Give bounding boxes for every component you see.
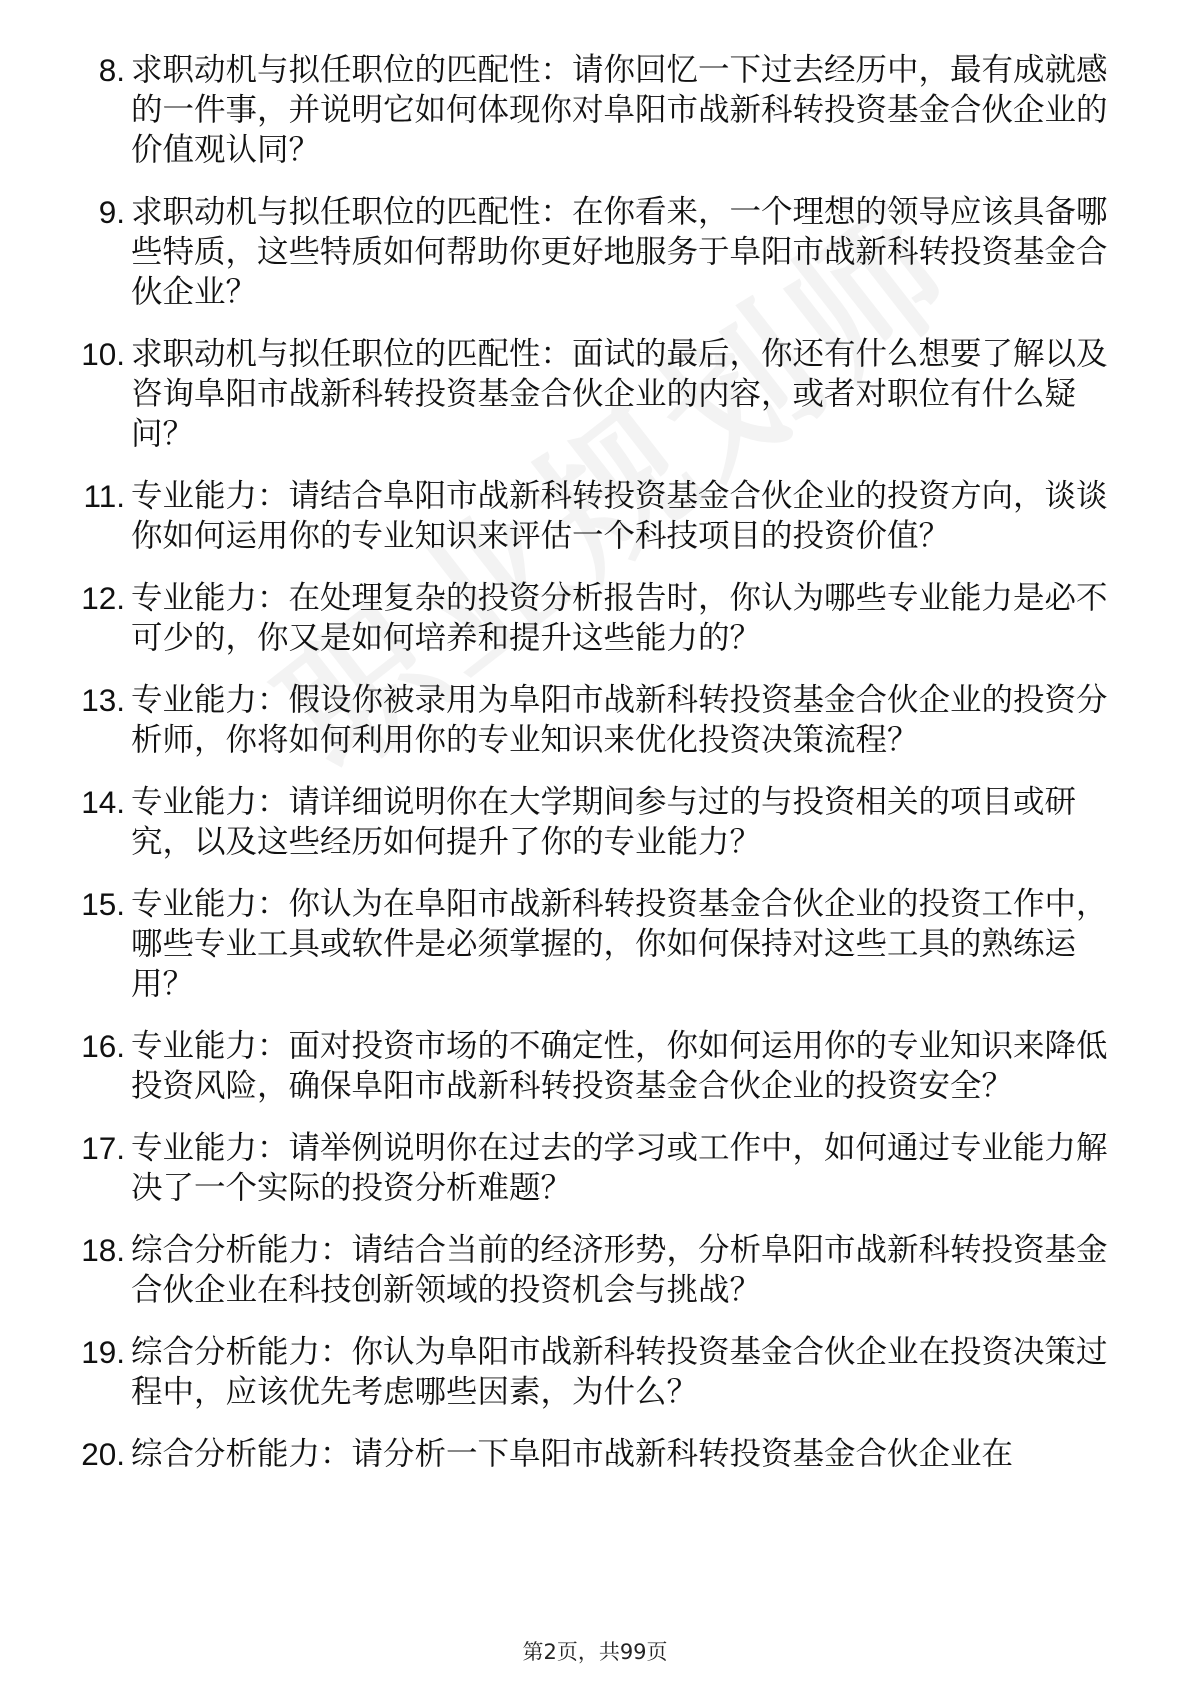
question-text: 专业能力：在处理复杂的投资分析报告时，你认为哪些专业能力是必不可少的，你又是如何培养和提升这些能力的？: [131, 580, 1108, 656]
list-item: [55, 1230, 1115, 1310]
question-number: 8.: [98, 52, 125, 88]
question-number: 12.: [81, 580, 125, 616]
list-item: [55, 680, 1115, 760]
question-text: 综合分析能力：请分析一下阜阳市战新科转投资基金合伙企业在: [131, 1436, 1014, 1472]
question-list: [55, 50, 1115, 1496]
list-item: [55, 578, 1115, 658]
list-item: [55, 1026, 1115, 1106]
question-text: 专业能力：请结合阜阳市战新科转投资基金合伙企业的投资方向，谈谈你如何运用你的专业知识来评估一个科技项目的投资价值？: [131, 478, 1108, 554]
list-item: [55, 1128, 1115, 1208]
list-item: [55, 1434, 1115, 1474]
list-item: [55, 782, 1115, 862]
question-number: 14.: [81, 784, 125, 820]
question-number: 17.: [81, 1130, 125, 1166]
list-item: [55, 1332, 1115, 1412]
list-item: [55, 334, 1115, 454]
question-text: 专业能力：请举例说明你在过去的学习或工作中，如何通过专业能力解决了一个实际的投资分析难题？: [131, 1130, 1108, 1206]
question-text: 求职动机与拟任职位的匹配性：面试的最后，你还有什么想要了解以及咨询阜阳市战新科转投资基金合伙企业的内容，或者对职位有什么疑问？: [131, 336, 1108, 452]
question-number: 19.: [81, 1334, 125, 1370]
list-item: [55, 192, 1115, 312]
question-number: 13.: [81, 682, 125, 718]
question-number: 20.: [81, 1436, 125, 1472]
question-text: 综合分析能力：请结合当前的经济形势，分析阜阳市战新科转投资基金合伙企业在科技创新领域的投资机会与挑战？: [131, 1232, 1108, 1308]
question-text: 专业能力：请详细说明你在大学期间参与过的与投资相关的项目或研究，以及这些经历如何提升了你的专业能力？: [131, 784, 1077, 860]
list-item: [55, 884, 1115, 1004]
page-footer: [0, 1636, 1190, 1666]
page-number-label: 第2页，共99页: [522, 1640, 668, 1664]
question-number: 15.: [81, 886, 125, 922]
question-number: 10.: [81, 336, 125, 372]
question-text: 求职动机与拟任职位的匹配性：在你看来，一个理想的领导应该具备哪些特质，这些特质如何帮助你更好地服务于阜阳市战新科转投资基金合伙企业？: [131, 194, 1108, 310]
question-number: 16.: [81, 1028, 125, 1064]
list-item: [55, 50, 1115, 170]
question-text: 专业能力：面对投资市场的不确定性，你如何运用你的专业知识来降低投资风险，确保阜阳市战新科转投资基金合伙企业的投资安全？: [131, 1028, 1108, 1104]
question-number: 11.: [83, 478, 125, 514]
question-text: 专业能力：假设你被录用为阜阳市战新科转投资基金合伙企业的投资分析师，你将如何利用你的专业知识来优化投资决策流程？: [131, 682, 1108, 758]
question-text: 专业能力：你认为在阜阳市战新科转投资基金合伙企业的投资工作中，哪些专业工具或软件是必须掌握的，你如何保持对这些工具的熟练运用？: [131, 886, 1108, 1002]
question-text: 综合分析能力：你认为阜阳市战新科转投资基金合伙企业在投资决策过程中，应该优先考虑哪些因素，为什么？: [131, 1334, 1108, 1410]
question-number: 18.: [81, 1232, 125, 1268]
list-item: [55, 476, 1115, 556]
question-number: 9.: [98, 194, 125, 230]
question-text: 求职动机与拟任职位的匹配性：请你回忆一下过去经历中，最有成就感的一件事，并说明它如何体现你对阜阳市战新科转投资基金合伙企业的价值观认同？: [131, 52, 1108, 168]
